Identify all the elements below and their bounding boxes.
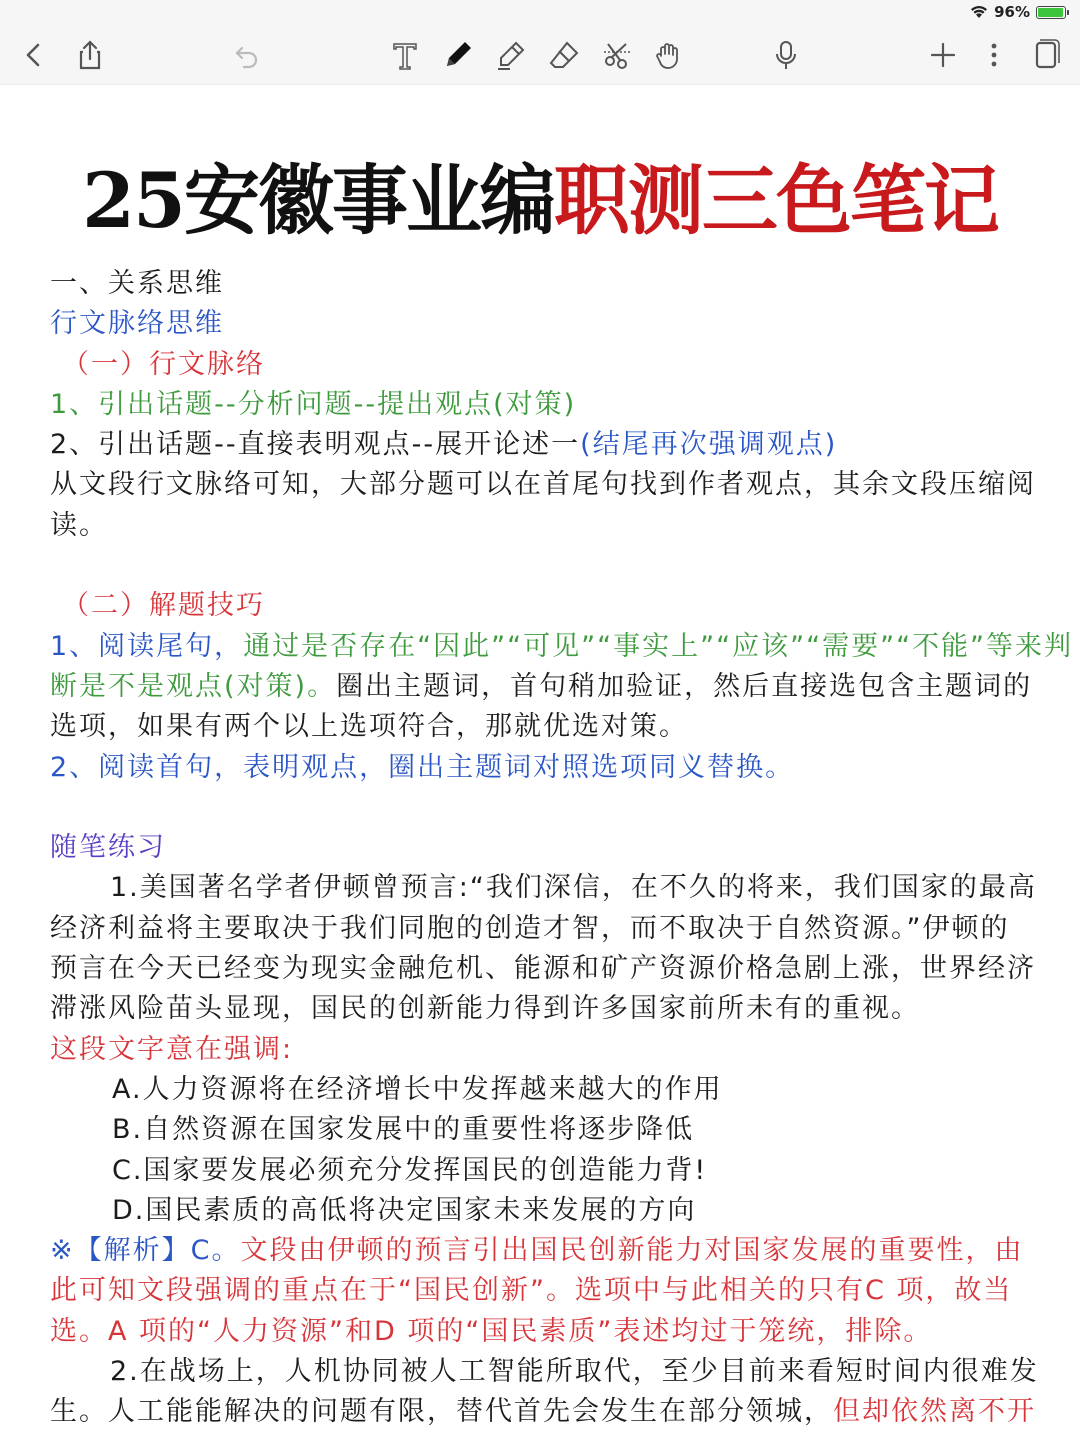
summary-line-1: 从文段行文脉络可知，大部分题可以在首尾句找到作者观点，其余文段压缩阅 (50, 469, 1036, 501)
microphone-icon[interactable] (765, 34, 807, 76)
technique-1-lead: 1、阅读尾句， (50, 630, 244, 662)
title-black-part: 25安徽事业编 (82, 156, 554, 245)
pen-icon[interactable] (437, 34, 479, 76)
status-indicators (970, 3, 1066, 21)
answer-line-1 (50, 1231, 1060, 1271)
text-tool-icon[interactable] (384, 34, 426, 76)
answer-line-2: 此可知文段强调的重点在于“国民创新”。选项中与此相关的只有C 项，故当 (50, 1275, 1013, 1307)
add-icon[interactable] (922, 34, 964, 76)
more-icon[interactable] (973, 34, 1015, 76)
wifi-icon (970, 5, 988, 19)
technique-1-line-1 (50, 627, 1074, 667)
highlighter-icon[interactable] (490, 34, 532, 76)
practice-heading: 随笔练习 (50, 832, 166, 864)
technique-1-method: 圈出主题词，首句稍加验证，然后直接选包含主题词的 (336, 670, 1033, 702)
answer-line-3: 选。A 项的“人力资源”和D 项的“国民素质”表述均过于笼统，排除。 (50, 1315, 933, 1347)
heading-relation-thinking: 一、关系思维 (50, 268, 224, 299)
page-title (0, 140, 1080, 249)
technique-1-keywords: 通过是否存在“因此”“可见”“事实上”“应该”“需要”“不能”等来判 (243, 630, 1074, 662)
question-2-highlight: 但却依然离不开 (833, 1396, 1036, 1428)
pattern-1: 1、引出话题--分析问题--提出观点(对策) (50, 388, 577, 420)
answer-label: ※【解析】C。 (50, 1235, 241, 1267)
answer-explanation-1: 文段由伊顿的预言引出国民创新能力对国家发展的重要性，由 (240, 1235, 1024, 1267)
share-icon[interactable] (69, 34, 111, 76)
option-d: D.国民素质的高低将决定国家未来发展的方向 (112, 1194, 697, 1226)
toolbar (0, 26, 1080, 85)
section-techniques: （二）解题技巧 (62, 590, 265, 622)
title-red-part: 职测三色笔记 (553, 156, 998, 245)
hand-icon[interactable] (648, 34, 690, 76)
technique-1-line-3: 选项，如果有两个以上选项符合，那就优选对策。 (50, 711, 688, 743)
status-bar (0, 0, 1080, 26)
question-1-line-3: 预言在今天已经变为现实金融危机、能源和矿产资源价格急剧上涨，世界经济 (50, 953, 1036, 985)
undo-icon[interactable] (226, 34, 268, 76)
question-2-line-2 (50, 1392, 1060, 1432)
pattern-2 (50, 425, 1060, 465)
summary-line-2: 读。 (50, 509, 108, 541)
pattern-2-main: 2、引出话题--直接表明观点--展开论述一 (50, 429, 581, 461)
option-b: B.自然资源在国家发展中的重要性将逐步降低 (112, 1114, 695, 1146)
option-a: A.人力资源将在经济增长中发挥越来越大的作用 (112, 1073, 723, 1105)
technique-1-line-2 (50, 667, 1060, 707)
pattern-2-note: (结尾再次强调观点) (580, 429, 838, 461)
technique-2: 2、阅读首句，表明观点，圈出主题词对照选项同义替换。 (50, 751, 795, 783)
back-icon[interactable] (12, 34, 54, 76)
eraser-icon[interactable] (543, 34, 585, 76)
lasso-icon[interactable] (596, 34, 638, 76)
section-context: （一）行文脉络 (62, 348, 265, 380)
question-1-line-4: 滞涨风险苗头显现，国民的创新能力得到许多国家前所未有的重视。 (50, 993, 920, 1025)
option-c: C.国家要发展必须充分发挥国民的创造能力背! (112, 1154, 708, 1186)
heading-context-thinking: 行文脉络思维 (50, 308, 224, 340)
question-2-line-1: 2.在战场上，人机协同被人工智能所取代，至少目前来看短时间内很难发 (110, 1356, 1039, 1388)
battery-icon (1036, 6, 1066, 19)
note-body (50, 264, 1074, 1433)
page-icon[interactable] (1025, 34, 1067, 76)
question-1-line-1: 1.美国著名学者伊顿曾预言:“我们深信，在不久的将来，我们国家的最高 (110, 872, 1037, 904)
battery-percent: 96% (994, 3, 1030, 21)
question-1-ask: 这段文字意在强调: (50, 1033, 294, 1065)
technique-1-keywords-end: 断是不是观点(对策)。 (50, 670, 337, 702)
question-1-line-2: 经济利益将主要取决于我们同胞的创造才智，而不取决于自然资源。”伊顿的 (50, 912, 1010, 944)
question-2-text: 生。人工能能解决的问题有限，替代首先会发生在部分领城， (50, 1396, 833, 1428)
